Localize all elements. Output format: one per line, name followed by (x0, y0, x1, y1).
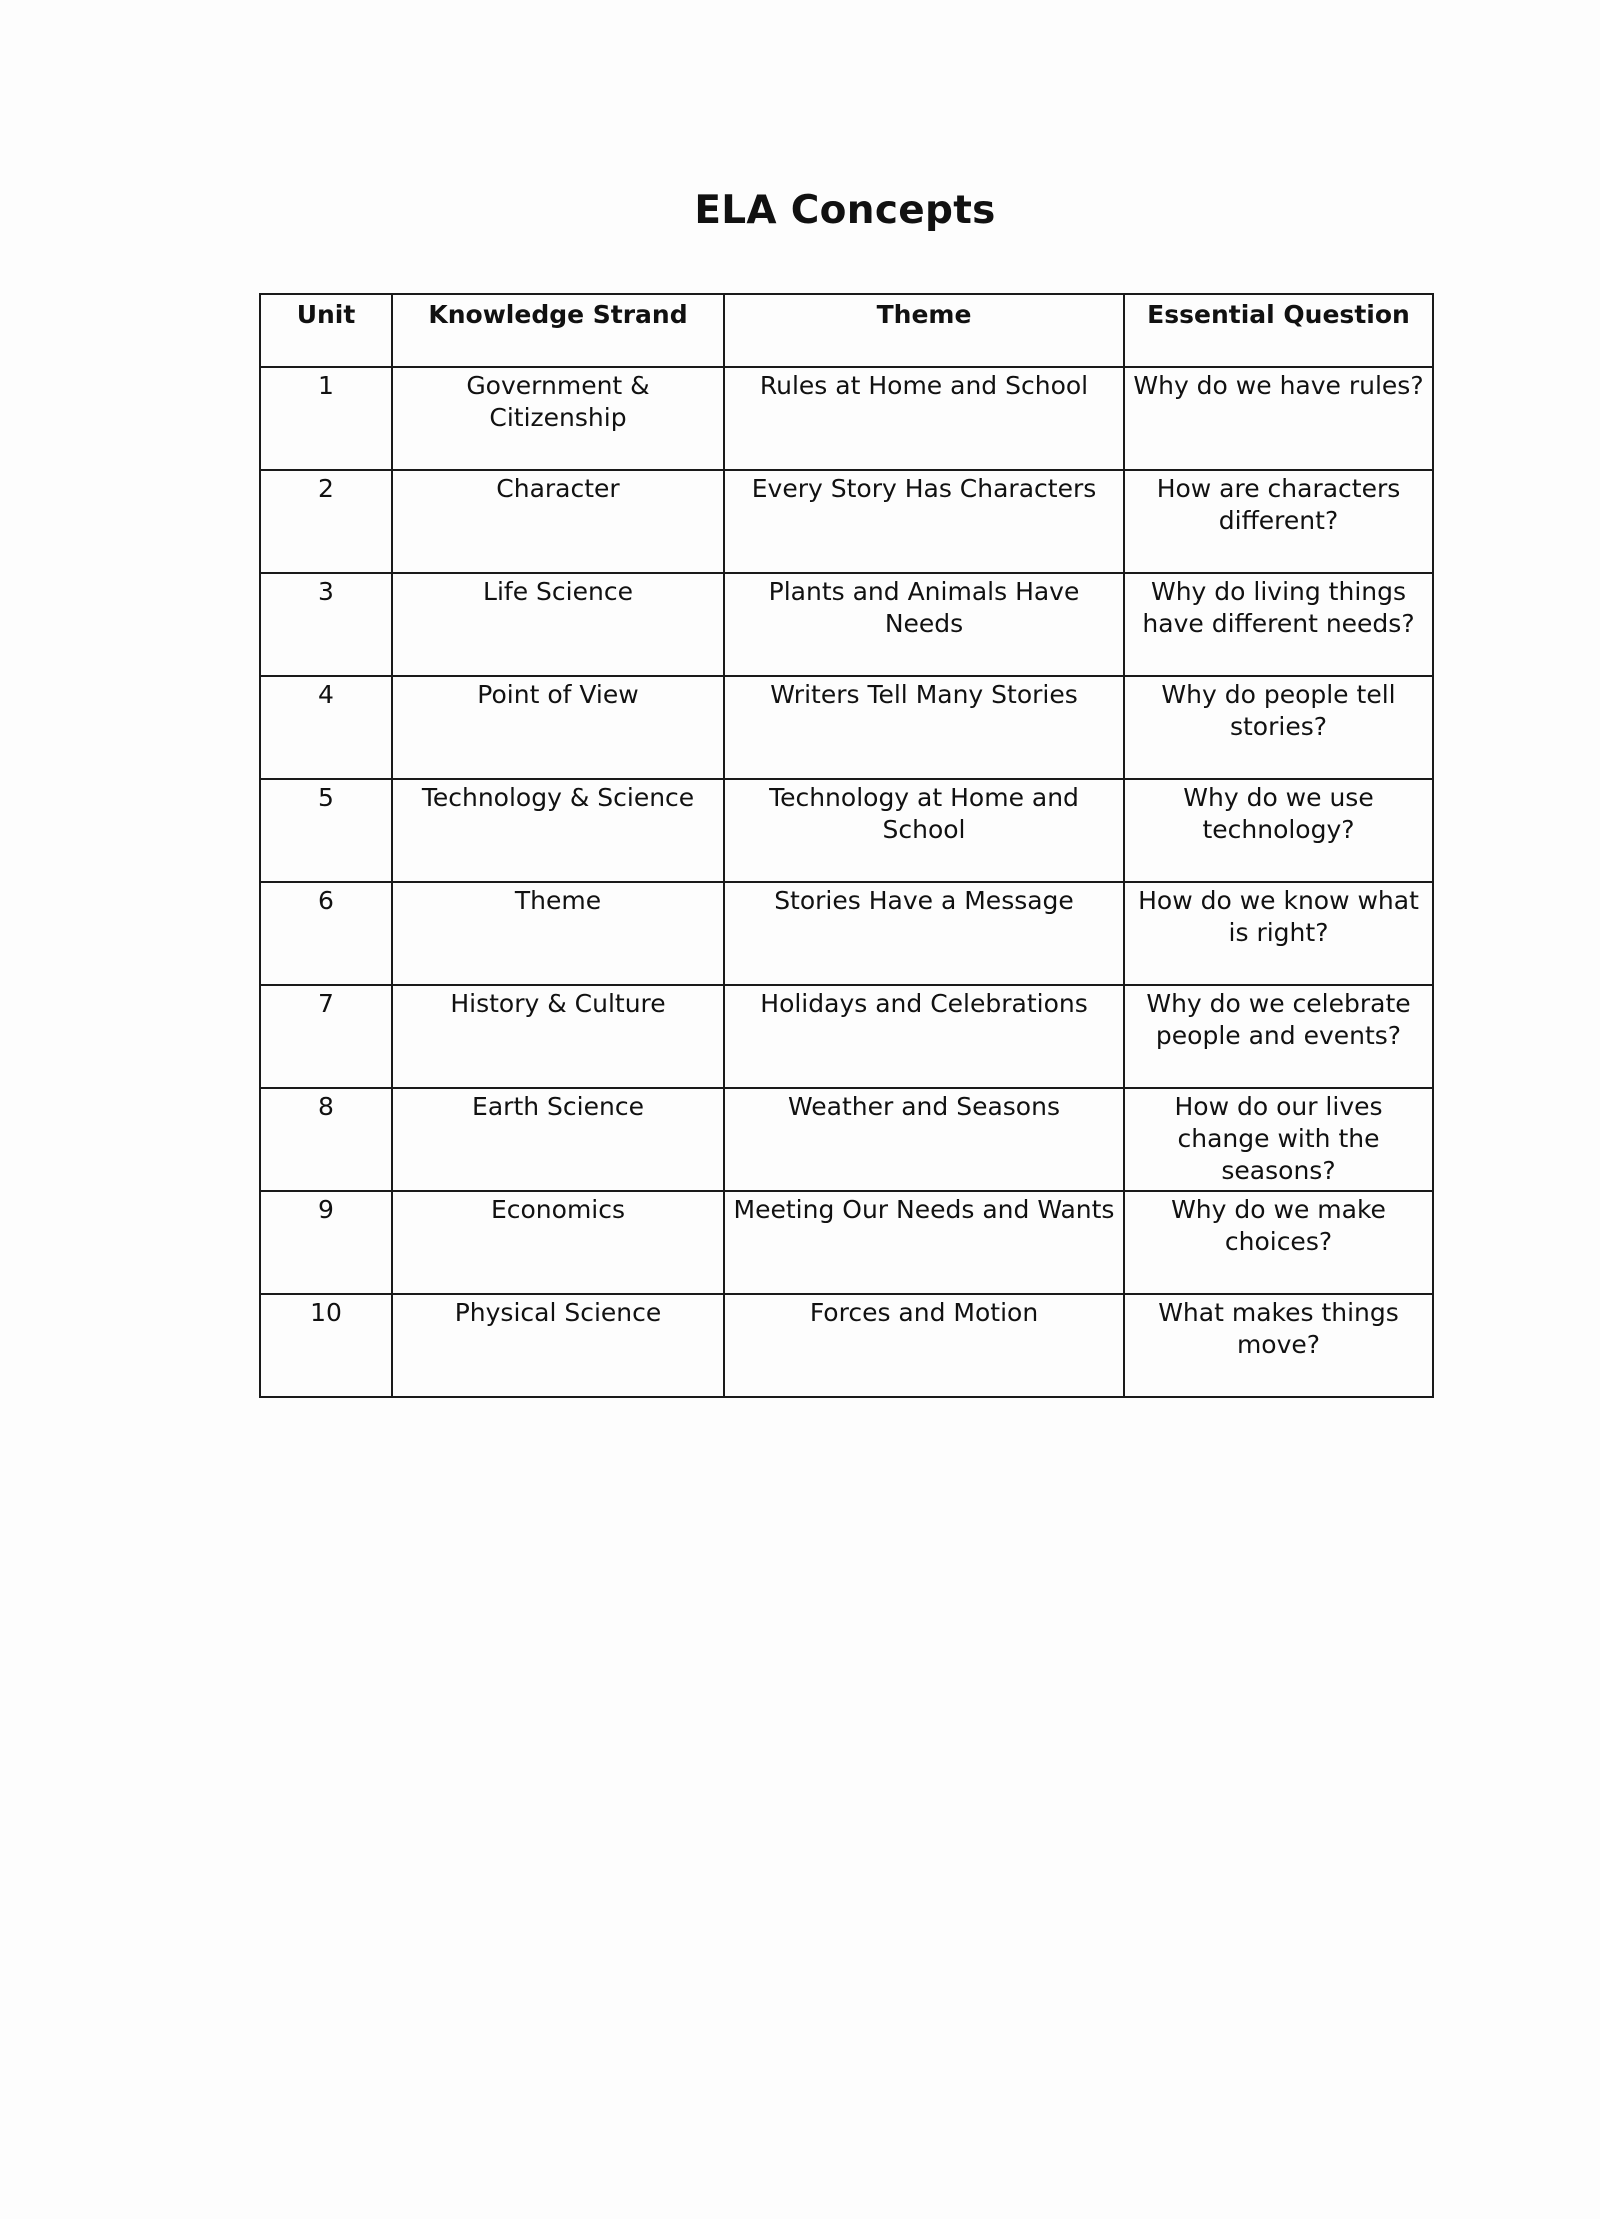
header-unit: Unit (260, 294, 392, 367)
cell-unit: 10 (260, 1294, 392, 1397)
cell-unit: 1 (260, 367, 392, 470)
cell-theme: Every Story Has Characters (724, 470, 1124, 573)
cell-strand: Theme (392, 882, 724, 985)
table-header-row (260, 294, 1433, 367)
page-title: ELA Concepts (694, 188, 996, 233)
cell-theme: Holidays and Celebrations (724, 985, 1124, 1088)
cell-question: Why do living things have different needs? (1124, 573, 1433, 676)
cell-unit: 3 (260, 573, 392, 676)
cell-question: Why do people tell stories? (1124, 676, 1433, 779)
cell-unit: 2 (260, 470, 392, 573)
table-row (260, 1088, 1433, 1191)
table-row (260, 985, 1433, 1088)
cell-theme: Stories Have a Message (724, 882, 1124, 985)
cell-strand: Government & Citizenship (392, 367, 724, 470)
cell-unit: 6 (260, 882, 392, 985)
header-knowledge-strand: Knowledge Strand (392, 294, 724, 367)
cell-theme: Rules at Home and School (724, 367, 1124, 470)
cell-theme: Meeting Our Needs and Wants (724, 1191, 1124, 1294)
cell-unit: 7 (260, 985, 392, 1088)
table-row (260, 779, 1433, 882)
cell-strand: Point of View (392, 676, 724, 779)
cell-question: How are characters different? (1124, 470, 1433, 573)
cell-strand: Economics (392, 1191, 724, 1294)
cell-theme: Weather and Seasons (724, 1088, 1124, 1191)
cell-strand: Earth Science (392, 1088, 724, 1191)
table-row (260, 1191, 1433, 1294)
cell-unit: 5 (260, 779, 392, 882)
table-row (260, 1294, 1433, 1397)
cell-theme: Plants and Animals Have Needs (724, 573, 1124, 676)
cell-question: Why do we have rules? (1124, 367, 1433, 470)
table-row (260, 470, 1433, 573)
cell-question: Why do we make choices? (1124, 1191, 1433, 1294)
cell-strand: Technology & Science (392, 779, 724, 882)
cell-theme: Forces and Motion (724, 1294, 1124, 1397)
cell-question: How do we know what is right? (1124, 882, 1433, 985)
table-row (260, 676, 1433, 779)
cell-question: What makes things move? (1124, 1294, 1433, 1397)
cell-unit: 4 (260, 676, 392, 779)
cell-unit: 9 (260, 1191, 392, 1294)
ela-concepts-table (259, 293, 1434, 1398)
cell-question: How do our lives change with the seasons? (1124, 1088, 1433, 1191)
cell-theme: Writers Tell Many Stories (724, 676, 1124, 779)
table-row (260, 882, 1433, 985)
table-row (260, 367, 1433, 470)
cell-strand: History & Culture (392, 985, 724, 1088)
header-theme: Theme (724, 294, 1124, 367)
cell-theme: Technology at Home and School (724, 779, 1124, 882)
cell-strand: Life Science (392, 573, 724, 676)
cell-question: Why do we use technology? (1124, 779, 1433, 882)
header-essential-question: Essential Question (1124, 294, 1433, 367)
table-row (260, 573, 1433, 676)
cell-question: Why do we celebrate people and events? (1124, 985, 1433, 1088)
cell-strand: Physical Science (392, 1294, 724, 1397)
cell-strand: Character (392, 470, 724, 573)
cell-unit: 8 (260, 1088, 392, 1191)
